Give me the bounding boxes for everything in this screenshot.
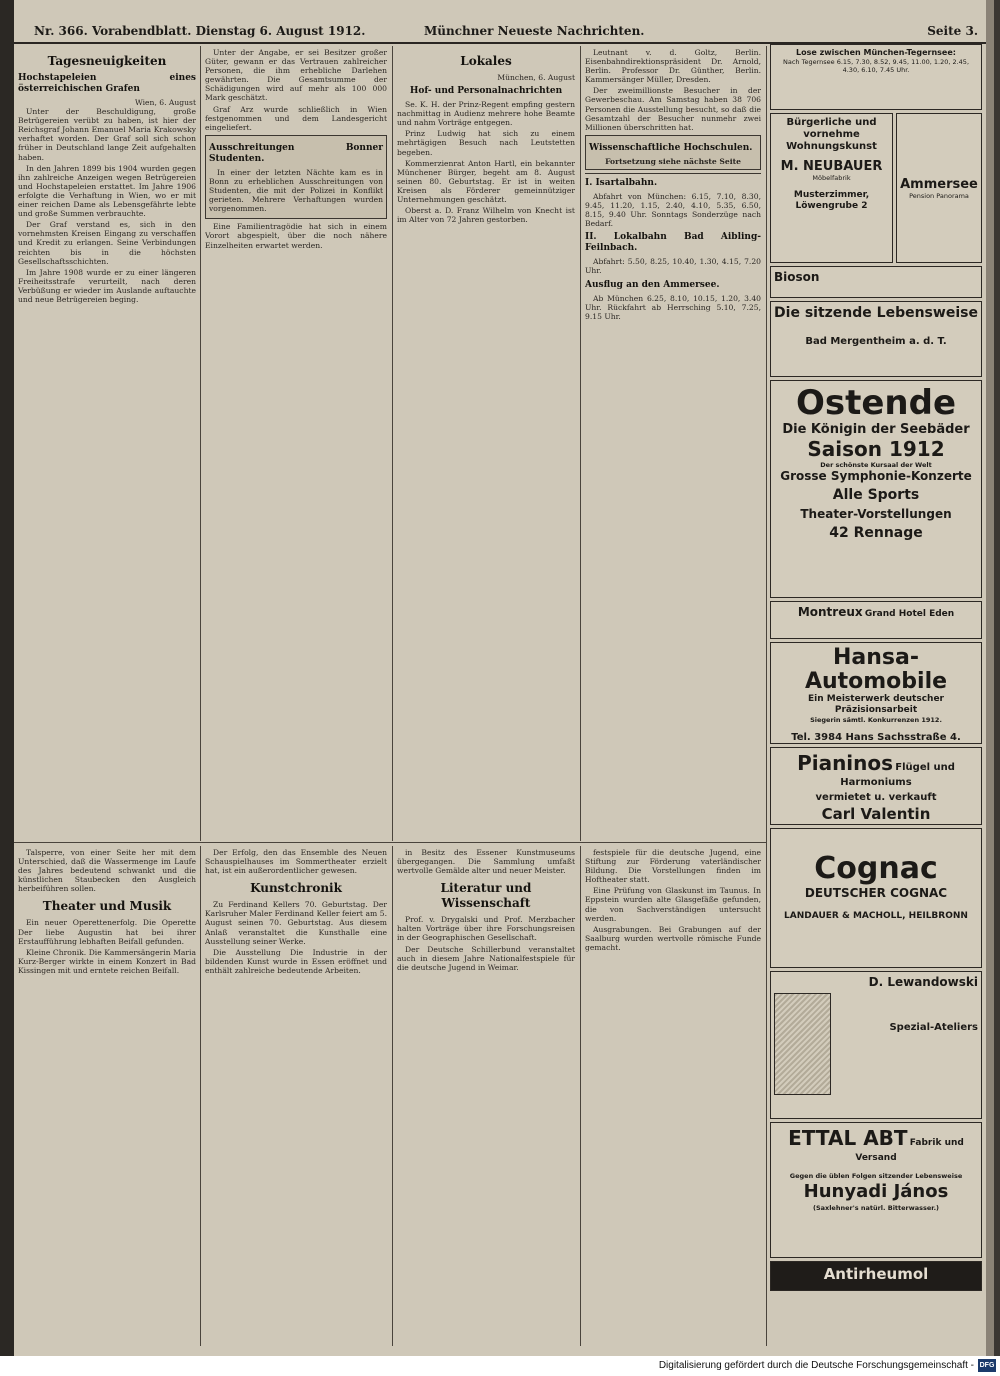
article-paragraph: festspiele für die deutsche Jugend, eine Stiftung zur Förderung vaterländischer Bildung. Die Vorstellungen finden im Hoftheater statt. [585,848,761,885]
ad-lewandowski-corsets: D. Lewandowski Spezial-Ateliers [770,971,982,1119]
dateline: Wien, 6. August [134,98,196,107]
dfg-logo-icon: DFG [978,1359,996,1372]
article-paragraph: Leutnant v. d. Goltz, Berlin. Eisenbahndirektionspräsident Dr. Arnold, Berlin. Professor Dr. Günther, Berlin. Kammersänger Müller, Dresden. [585,48,761,85]
header-masthead: Münchner Neueste Nachrichten. [424,24,645,38]
article-paragraph: Prof. v. Drygalski und Prof. Merzbacher halten Vorträge über ihre Forschungsreisen in der Geographischen Gesellschaft. [397,915,575,943]
section-heading: Theater und Musik [42,899,172,914]
article-paragraph: Der Deutsche Schillerbund veranstaltet auch in diesem Jahre Nationalfestspiele für die deutsche Jugend in Weimar. [397,944,575,972]
dateline: München, 6. August [497,73,575,82]
timetable-title: II. Lokalbahn Bad Aibling-Feilnbach. [585,232,761,254]
column-divider [200,846,201,1346]
ad-cognac: Cognac DEUTSCHER COGNAC LANDAUER & MACHOLL, HEILBRONN [770,828,982,968]
article-title: Hochstapeleien eines österreichischen Grafen [18,73,196,94]
ad-bad-mergentheim: Die sitzende Lebensweise Bad Mergentheim a. d. T. [770,301,982,377]
column-lokales-continued [585,48,761,838]
ad-tegernsee-timetable: Lose zwischen München-Tegernsee: Nach Tegernsee 6.15, 7.30, 8.52, 9.45, 11.00, 1.20, 2.45, 4.30, 6.10, 7.45 Uhr. [770,44,982,110]
page-edge [986,0,994,1356]
boxed-article [205,135,387,219]
column-lower-4 [585,848,761,1344]
column-divider [580,46,581,841]
column-divider [392,846,393,1346]
article-paragraph: Unter der Angabe, er sei Besitzer großer Güter, gewann er das Vertrauen zahlreicher Personen, die ihm erhebliche Darlehen gewährten. Die Gesamtsumme der Schädigungen wird auf mehr als 100 000 Mark geschätzt. [205,48,387,103]
article-paragraph: Kommerzienrat Anton Hartl, ein bekannter Münchener Bürger, begeht am 8. August seinen 80. Geburtstag. Er ist in weiten Kreisen als Förderer gemeinnütziger Unternehmungen geschätzt. [397,158,575,205]
page-header [14,22,986,44]
article-paragraph: Die Ausstellung Die Industrie in der bildenden Kunst wurde in Essen eröffnet und enthält zahlreiche bedeutende Arbeiten. [205,947,387,975]
section-heading: Literatur und Wissenschaft [440,881,532,911]
article-paragraph: Eine Familientragödie hat sich in einem Vorort abgespielt, über die noch nähere Einzelheiten erwartet werden. [205,222,387,250]
column-lower-1 [18,848,196,1344]
divider [585,173,761,174]
ad-hansa-automobile: Hansa-Automobile Ein Meisterwerk deutscher Präzisionsarbeit Siegerin sämtl. Konkurrenzen 1912. Tel. 3984 Hans Sachsstraße 4. [770,642,982,744]
header-issue: Nr. 366. Vorabendblatt. Dienstag 6. August 1912. [34,24,366,38]
article-title: Hof- und Personalnachrichten [409,86,563,97]
article-paragraph: Zu Ferdinand Kellers 70. Geburtstag. Der Karlsruher Maler Ferdinand Keller feiert am 5. August seinen 70. Geburtstag. Aus diesem Anlaß veranstaltet die Kunsthalle eine Ausstellung seiner Werke. [205,900,387,946]
boxed-notice [585,135,761,170]
column-divider [392,46,393,841]
timetable-text: Abfahrt von München: 6.15, 7.10, 8.30, 9.45, 11.20, 1.15, 2.40, 4.10, 5.35, 6.50, 8.15, 9.40 Uhr. Sonntags Sonderzüge nach Bedarf. [585,191,761,229]
header-page-number: Seite 3. [927,24,978,38]
footer-credit: Digitalisierung gefördert durch die Deutsche Forschungsgemeinschaft - [658,1360,974,1371]
column-lokales [397,48,575,838]
article-paragraph: Im Jahre 1908 wurde er zu einer längeren Freiheitsstrafe verurteilt, nach deren Verbüßung er wieder im Auslande auftauchte und neue Betrügereien beging. [18,267,196,304]
column-lower-3 [397,848,575,1344]
column-tagesneuigkeiten [18,48,196,838]
ads-divider [766,46,767,1346]
column-divider [200,46,201,841]
ad-bioson: Bioson [770,266,982,298]
article-title: Ausschreitungen Bonner Studenten. [209,142,383,164]
article-paragraph: Se. K. H. der Prinz-Regent empfing gestern nachmittag in Audienz mehrere hohe Beamte und nahm Vorträge entgegen. [397,100,575,128]
article-paragraph: Der Graf verstand es, sich in den vornehmsten Kreisen Eingang zu verschaffen und Kredit zu erlangen. Seine Verbindungen reichten bis in die höchsten Gesellschaftsschichten. [18,220,196,266]
digitization-footer [0,1356,1000,1376]
column-lower-2 [205,848,387,1344]
section-divider [14,842,766,843]
article-paragraph: Ein neuer Operettenerfolg. Die Operette Der liebe Augustin hat bei ihrer Erstaufführung lebhaften Beifall gefunden. [18,918,196,946]
timetable-text: Abfahrt: 5.50, 8.25, 10.40, 1.30, 4.15, 7.20 Uhr. [585,257,761,276]
ad-montreux: Montreux Grand Hotel Eden [770,601,982,639]
article-paragraph: Der zweimillionste Besucher in der Gewerbeschau. Am Samstag haben 38 706 Personen die Ausstellung besucht, so daß die Gesamtzahl der Besucher nunmehr zwei Millionen überschritten hat. [585,86,761,132]
article-paragraph: Talsperre, von einer Seite her mit dem Unterschied, daß die Wassermenge im Laufe des Jahres bedeutend schwankt und die künstlichen Staubecken den Ausgleich herbeiführen sollen. [18,848,196,894]
ad-pianinos-valentin: Pianinos Flügel und Harmoniums vermietet u. verkauft Carl Valentin [770,747,982,825]
ad-ammersee: Ammersee Pension Panorama [896,113,982,263]
advertisement-column [770,44,982,1344]
ad-neubauer-furniture: Bürgerliche und vornehme Wohnungskunst M. NEUBAUER Möbelfabrik Musterzimmer, Löwengrube 2 [770,113,893,263]
article-paragraph: In den Jahren 1899 bis 1904 wurden gegen ihn zahlreiche Anzeigen wegen Betrügereien und Hochstapeleien erstattet. Im Jahre 1906 erfolgte die Verhaftung in Wien, wo er mit einer reichen Dame als Lebensgefährte lebte und große Summen verbrauchte. [18,163,196,219]
ad-row [770,113,982,266]
timetable-title: Ausflug an den Ammersee. [585,279,720,290]
article-paragraph: in Besitz des Essener Kunstmuseums übergegangen. Die Sammlung umfaßt wertvolle Gemälde alter und neuer Meister. [397,848,575,876]
book-spine [0,0,14,1356]
section-heading: Kunstchronik [250,881,342,896]
ad-ostende: Ostende Die Königin der Seebäder Saison 1912 Der schönste Kursaal der Welt Grosse Symphonie-Konzerte Alle Sports Theater-Vorstellungen 42 Rennage [770,380,982,598]
article-paragraph: Kleine Chronik. Die Kammersängerin Maria Kurz-Berger wirkte in einem Konzert in Bad Kissingen mit und erntete reichen Beifall. [18,947,196,975]
continuation-note: Fortsetzung siehe nächste Seite [605,156,741,166]
article-paragraph: Eine Prüfung von Glaskunst im Taunus. In Eppstein wurden alte Glasgefäße gefunden, die von Sachverständigen untersucht werden. [585,886,761,923]
article-paragraph: Ausgrabungen. Bei Grabungen auf der Saalburg wurden wertvolle römische Funde gemacht. [585,924,761,952]
article-paragraph: Graf Arz wurde schließlich in Wien festgenommen und dem Landesgericht eingeliefert. [205,104,387,132]
column-news-continued [205,48,387,838]
section-heading: Tagesneuigkeiten [47,54,167,68]
ad-antirheumol: Antirheumol [770,1261,982,1291]
timetable-text: Ab München 6.25, 8.10, 10.15, 1.20, 3.40 Uhr. Rückfahrt ab Herrsching 5.10, 7.25, 9.15 Uhr. [585,293,761,321]
corset-illustration [774,993,831,1095]
article-paragraph: Unter der Beschuldigung, große Betrügereien verübt zu haben, ist hier der Reichsgraf Johann Emanuel Maria Krakowsky verhaftet worden. Der Graf soll sich schon früher in Deutschland lange Zeit aufgehalten haben. [18,107,196,162]
ad-ettal-hunyadi: ETTAL ABT Fabrik und Versand Gegen die üblen Folgen sitzender Lebensweise Hunyadi János (Saxlehner's natürl. Bitterwasser.) [770,1122,982,1258]
article-title: Wissenschaftliche Hochschulen. [589,142,753,153]
column-divider [580,846,581,1346]
article-paragraph: Oberst a. D. Franz Wilhelm von Knecht ist im Alter von 72 Jahren gestorben. [397,206,575,225]
article-paragraph: Prinz Ludwig hat sich zu einem mehrtägigen Besuch nach Leutstetten begeben. [397,129,575,157]
timetable-title: I. Isartalbahn. [585,177,658,188]
article-paragraph: In einer der letzten Nächte kam es in Bonn zu erheblichen Ausschreitungen von Studenten, die mit der Polizei in Konflikt gerieten. Mehrere Verhaftungen wurden vorgenommen. [209,167,383,214]
article-paragraph: Der Erfolg, den das Ensemble des Neuen Schauspielhauses im Sommertheater erzielt hat, ist ein außerordentlicher gewesen. [205,848,387,876]
section-heading: Lokales [460,54,512,68]
